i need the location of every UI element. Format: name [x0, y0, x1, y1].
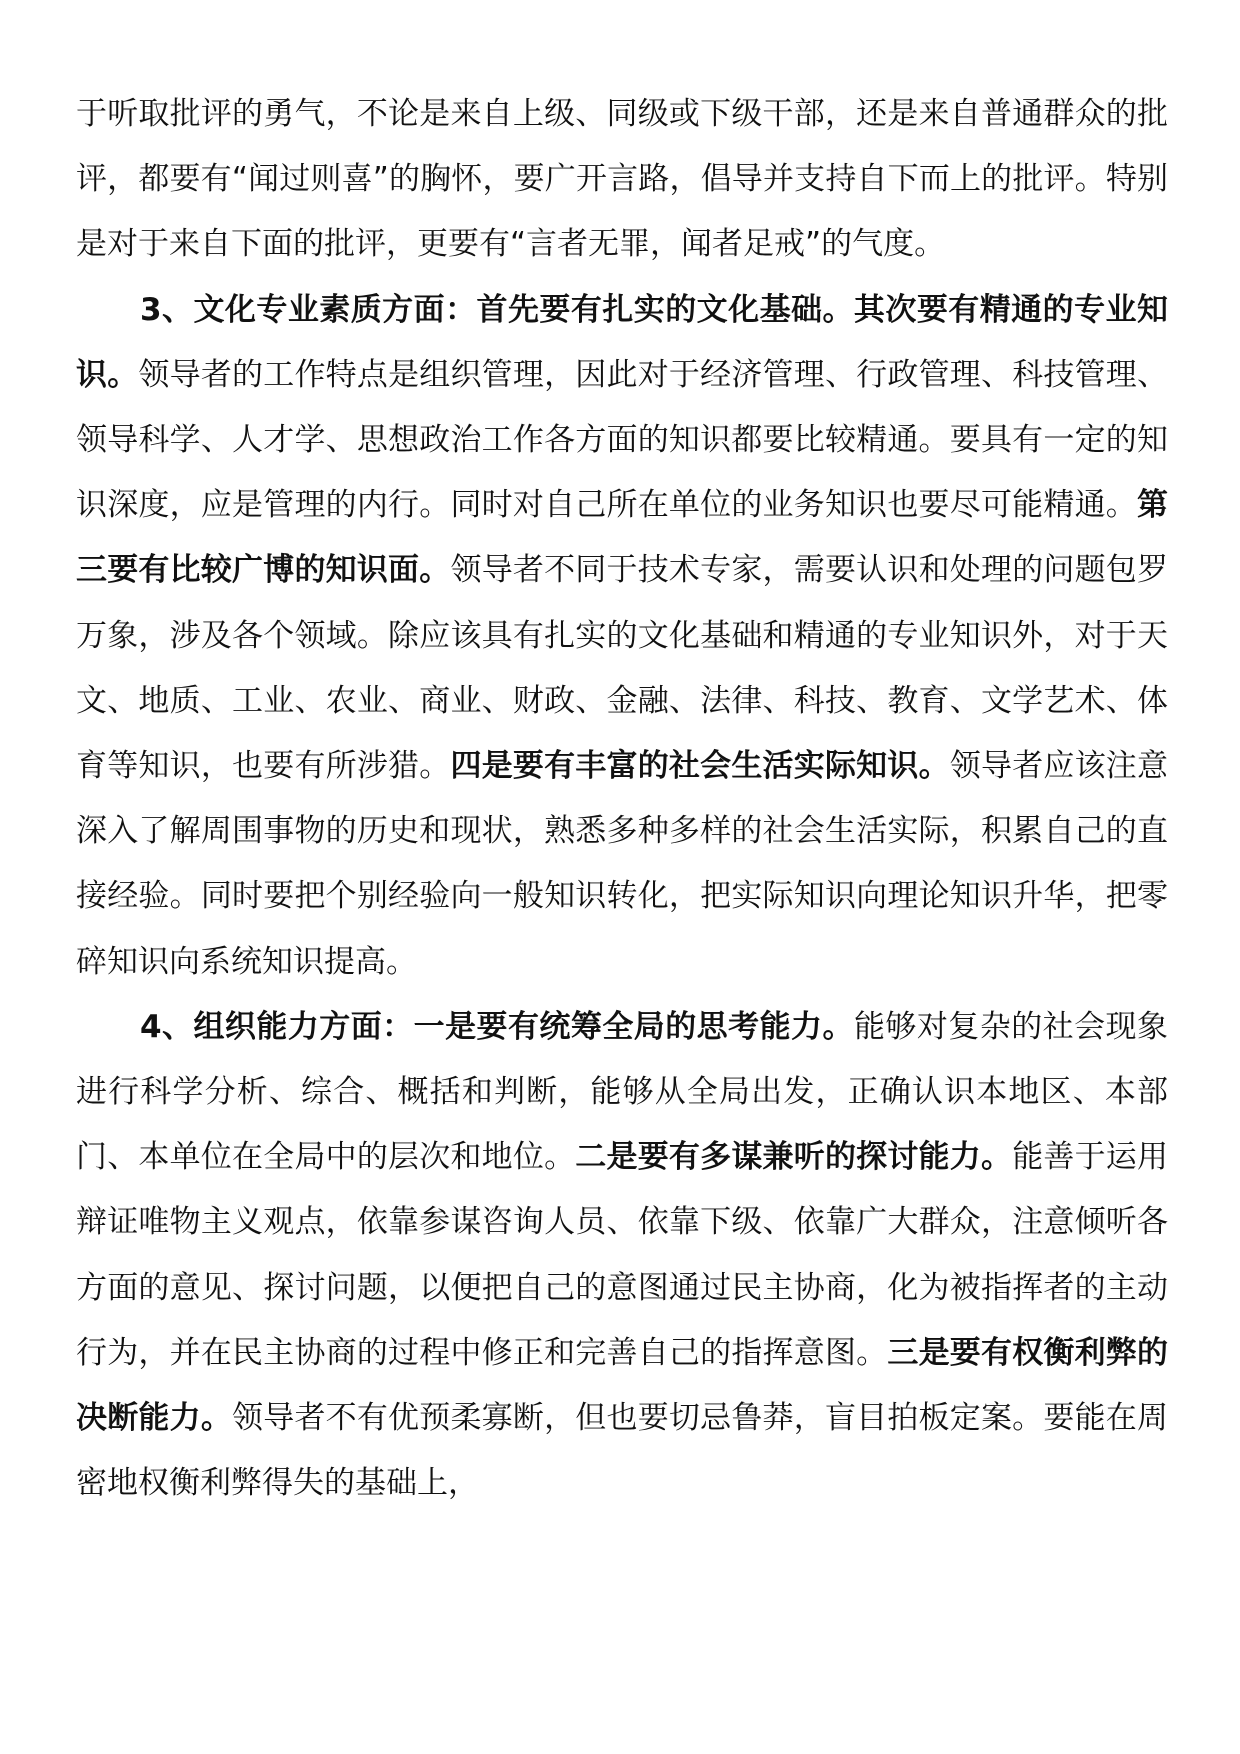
paragraph-text: 领导者不同于技术专家，需要认识和处理的问题包罗万象，涉及各个领域。除应该具有扎实的文化基础和精通的专业知识外，对于天文、地质、工业、农业、商业、财政、金融、法律、科技、教育、文学艺术、体育等知识，也要有所涉猎。 [76, 552, 1169, 785]
paragraph-text: 于听取批评的勇气，不论是来自上级、同级或下级干部，还是来自普通群众的批评，都要有“闻过则喜”的胸怀，要广开言路，倡导并支持自下而上的批评。特别是对于来自下面的批评，更要有“言者无罪，闻者足戒”的气度。 [76, 96, 1168, 263]
bold-consultation-ability: 二是要有多谋兼听的探讨能力。 [575, 1139, 1013, 1176]
paragraph-organizational-ability [76, 995, 1168, 1517]
paragraph-text: 领导者的工作特点是组织管理，因此对于经济管理、行政管理、科技管理、领导科学、人才学、思想政治工作各方面的知识都要比较精通。要具有一定的知识深度，应是管理的内行。同时对自己所在单位的业务知识也要尽可能精通。 [76, 356, 1169, 524]
paragraph-cultural-quality [76, 278, 1168, 995]
paragraph-text: 领导者不有优预柔寡断，但也要切忌鲁莽，盲目拍板定案。要能在周密地权衡利弊得失的基础上， [76, 1400, 1168, 1502]
paragraph-text: 能善于运用辩证唯物主义观点，依靠参谋咨询人员、依靠下级、依靠广大群众，注意倾听各方面的意见、探讨问题，以便把自己的意图通过民主协商，化为被指挥者的主动行为，并在民主协商的过程中修正和完善自己的指挥意图。 [76, 1139, 1169, 1371]
bold-decision-ability: 三是要有权衡利弊的决断能力。 [76, 1334, 1169, 1437]
bold-knowledge-breadth: 第三要有比较广博的知识面。 [76, 487, 1168, 589]
heading-cultural-quality: 3、文化专业素质方面：首先要有扎实的文化基础。其次要有精通的专业知识。 [76, 291, 1168, 393]
paragraph-text: 能够对复杂的社会现象进行科学分析、综合、概括和判断，能够从全局出发，正确认识本地区、本部门、本单位在全局中的层次和地位。 [76, 1008, 1168, 1176]
document-page [76, 82, 1168, 1516]
paragraph-criticism-courage [76, 82, 1168, 278]
bold-social-knowledge: 四是要有丰富的社会生活实际知识。 [450, 748, 950, 785]
heading-organizational-ability: 4、组织能力方面：一是要有统筹全局的思考能力。 [140, 1008, 854, 1045]
paragraph-text: 领导者应该注意深入了解周围事物的历史和现状，熟悉多种多样的社会生活实际，积累自己的直接经验。同时要把个别经验向一般知识转化，把实际知识向理论知识升华，把零碎知识向系统知识提高。 [76, 748, 1169, 980]
